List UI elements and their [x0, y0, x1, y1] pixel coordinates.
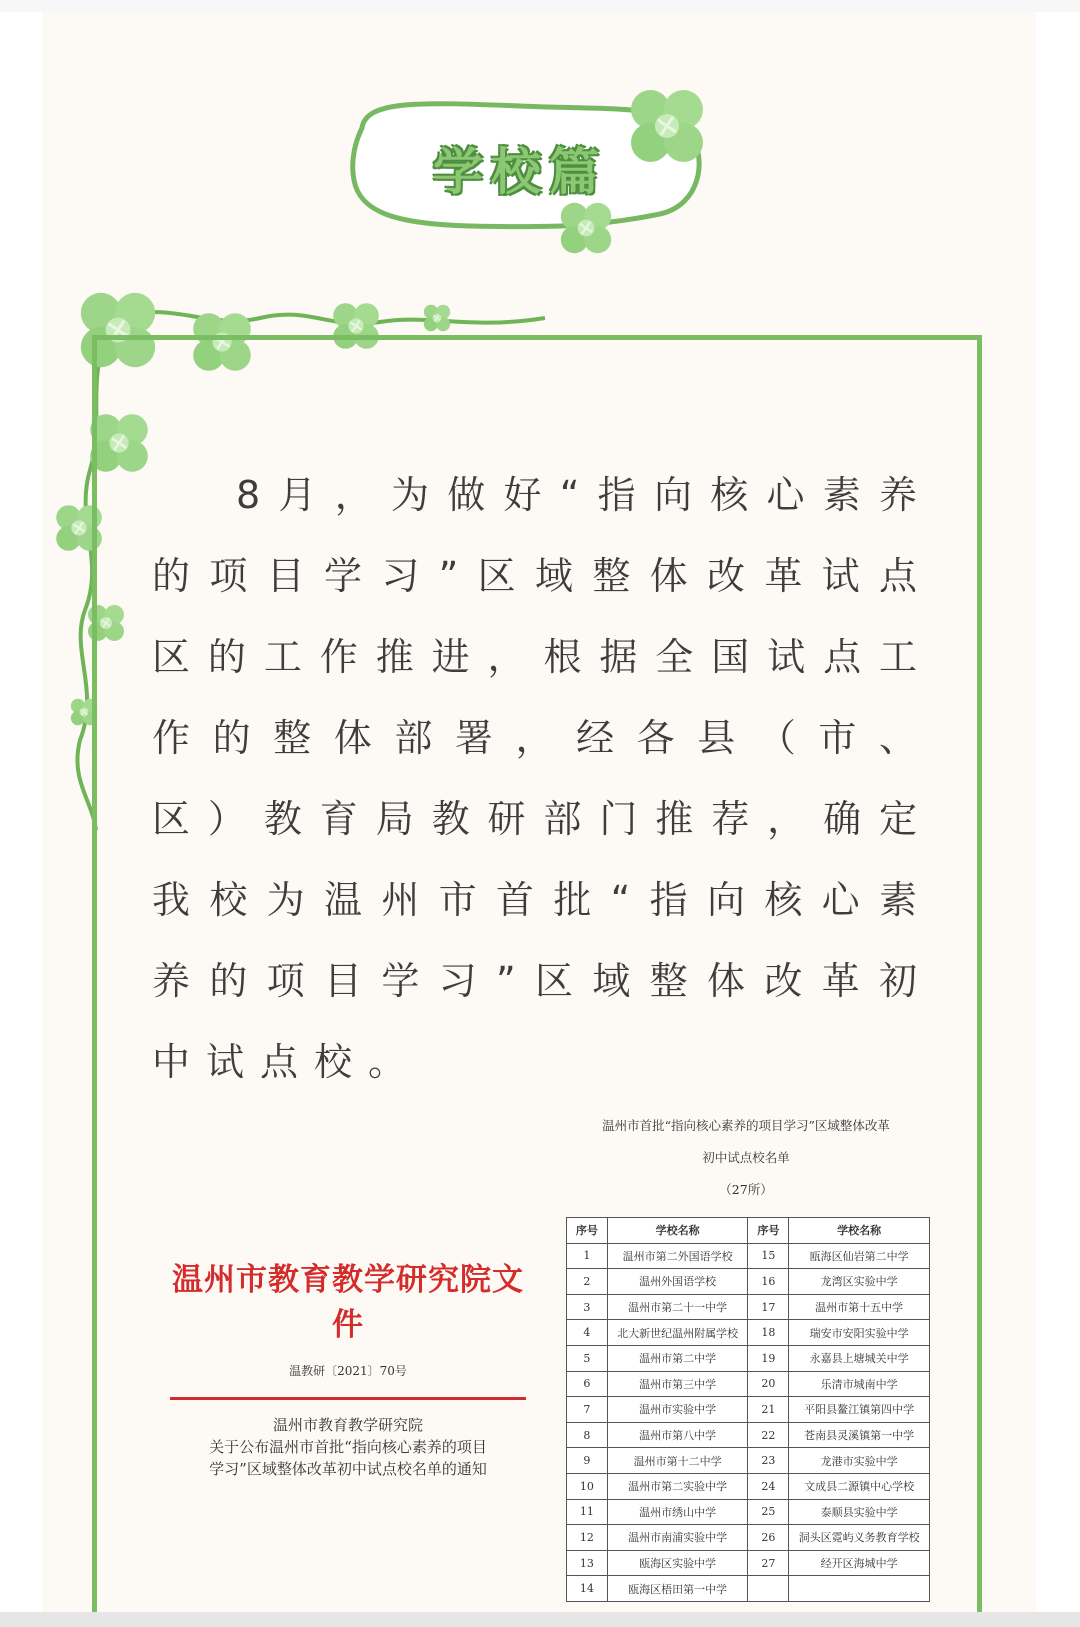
- table-cell-number: 6: [567, 1371, 608, 1397]
- bottom-strip: [0, 1612, 1080, 1627]
- table-row: [567, 1422, 930, 1448]
- table-cell-school: [789, 1576, 930, 1602]
- table-row: [567, 1320, 930, 1346]
- table-cell-school: 温州市第二十一中学: [607, 1294, 748, 1320]
- table-cell-number: 20: [748, 1371, 789, 1397]
- table-cell-school: 平阳县鳌江镇第四中学: [789, 1397, 930, 1423]
- table-header: 序号: [567, 1218, 608, 1244]
- table-row: [567, 1345, 930, 1371]
- table-cell-number: 19: [748, 1345, 789, 1371]
- school-list-heading: [560, 1110, 932, 1206]
- table-cell-school: 苍南县灵溪镇第一中学: [789, 1422, 930, 1448]
- table-cell-number: 7: [567, 1397, 608, 1423]
- table-cell-number: 27: [748, 1550, 789, 1576]
- table-cell-school: 温州市第三中学: [607, 1371, 748, 1397]
- paragraph-line: 作的整体部署，经各县（市、: [152, 716, 917, 760]
- notice-document-image: [168, 1240, 528, 1490]
- table-cell-school: 温州外国语学校: [607, 1269, 748, 1295]
- table-cell-school: 温州市实验中学: [607, 1397, 748, 1423]
- table-cell-number: 14: [567, 1576, 608, 1602]
- intro-paragraph: [152, 455, 917, 1103]
- table-cell-school: 文成县二源镇中心学校: [789, 1473, 930, 1499]
- notice-body-line: 学习”区域整体改革初中试点校名单的通知: [209, 1460, 487, 1478]
- table-cell-school: 温州市第八中学: [607, 1422, 748, 1448]
- table-row: [567, 1448, 930, 1474]
- table-cell-school: 洞头区霓屿义务教育学校: [789, 1525, 930, 1551]
- table-header: 学校名称: [789, 1218, 930, 1244]
- notice-header: 温州市教育教学研究院文件: [172, 1262, 524, 1343]
- table-row: [567, 1550, 930, 1576]
- table-cell-number: 15: [748, 1243, 789, 1269]
- table-cell-number: 25: [748, 1499, 789, 1525]
- notice-body-line: 温州市教育教学研究院: [272, 1416, 423, 1434]
- table-header: 序号: [748, 1218, 789, 1244]
- notice-body-line: 关于公布温州市首批“指向核心素养的项目: [209, 1438, 487, 1456]
- table-cell-number: 11: [567, 1499, 608, 1525]
- table-row: [567, 1499, 930, 1525]
- table-cell-school: 温州市南浦实验中学: [607, 1525, 748, 1551]
- notice-doc-number: 温教研〔2021〕70号: [289, 1364, 407, 1378]
- table-cell-number: 10: [567, 1473, 608, 1499]
- table-cell-number: 8: [567, 1422, 608, 1448]
- table-cell-number: 1: [567, 1243, 608, 1269]
- table-row: [567, 1525, 930, 1551]
- table-cell-number: 12: [567, 1525, 608, 1551]
- paragraph-line: 中试点校。: [152, 1040, 423, 1084]
- table-cell-school: 经开区海城中学: [789, 1550, 930, 1576]
- school-list-table: [566, 1217, 930, 1602]
- table-cell-school: 瓯海区仙岩第二中学: [789, 1243, 930, 1269]
- table-row: [567, 1371, 930, 1397]
- table-row: [567, 1397, 930, 1423]
- paragraph-line: 养的项目学习”区域整体改革初: [152, 959, 917, 1003]
- school-list-count: （27所）: [719, 1182, 773, 1197]
- table-cell-school: 龙港市实验中学: [789, 1448, 930, 1474]
- table-cell-number: 3: [567, 1294, 608, 1320]
- notice-red-rule: [170, 1397, 526, 1400]
- table-cell-school: 乐清市城南中学: [789, 1371, 930, 1397]
- table-cell-number: 17: [748, 1294, 789, 1320]
- table-cell-number: 16: [748, 1269, 789, 1295]
- table-cell-school: 永嘉县上塘城关中学: [789, 1345, 930, 1371]
- paragraph-line: 我校为温州市首批“指向核心素: [152, 878, 917, 922]
- table-header-row: [567, 1218, 930, 1244]
- table-cell-number: 21: [748, 1397, 789, 1423]
- table-cell-school: 温州市第二实验中学: [607, 1473, 748, 1499]
- paragraph-line: 8月，为做好“指向核心素养: [236, 473, 917, 517]
- paragraph-line: 区的工作推进，根据全国试点工: [152, 635, 917, 679]
- table-cell-school: 瓯海区实验中学: [607, 1550, 748, 1576]
- table-cell-number: [748, 1576, 789, 1602]
- table-cell-number: 24: [748, 1473, 789, 1499]
- school-list-title: 温州市首批“指向核心素养的项目学习”区域整体改革: [602, 1118, 890, 1133]
- school-list-subtitle: 初中试点校名单: [702, 1150, 790, 1165]
- table-cell-school: 北大新世纪温州附属学校: [607, 1320, 748, 1346]
- table-header: 学校名称: [607, 1218, 748, 1244]
- notice-body: [168, 1414, 528, 1480]
- table-cell-school: 温州市第二中学: [607, 1345, 748, 1371]
- table-row: [567, 1269, 930, 1295]
- table-cell-number: 4: [567, 1320, 608, 1346]
- table-cell-school: 泰顺县实验中学: [789, 1499, 930, 1525]
- paragraph-line: 区）教育局教研部门推荐，确定: [152, 797, 917, 841]
- table-cell-school: 温州市第十二中学: [607, 1448, 748, 1474]
- table-cell-number: 13: [567, 1550, 608, 1576]
- table-cell-number: 9: [567, 1448, 608, 1474]
- table-cell-number: 5: [567, 1345, 608, 1371]
- table-cell-number: 23: [748, 1448, 789, 1474]
- table-cell-number: 26: [748, 1525, 789, 1551]
- table-row: [567, 1473, 930, 1499]
- table-cell-school: 瑞安市安阳实验中学: [789, 1320, 930, 1346]
- table-cell-school: 温州市第十五中学: [789, 1294, 930, 1320]
- table-cell-number: 2: [567, 1269, 608, 1295]
- table-row: [567, 1576, 930, 1602]
- table-cell-number: 18: [748, 1320, 789, 1346]
- table-cell-number: 22: [748, 1422, 789, 1448]
- table-cell-school: 温州市第二外国语学校: [607, 1243, 748, 1269]
- paragraph-line: 的项目学习”区域整体改革试点: [152, 554, 917, 598]
- table-row: [567, 1243, 930, 1269]
- table-cell-school: 温州市绣山中学: [607, 1499, 748, 1525]
- table-cell-school: 瓯海区梧田第一中学: [607, 1576, 748, 1602]
- table-row: [567, 1294, 930, 1320]
- section-title: 学校篇: [433, 143, 607, 201]
- table-cell-school: 龙湾区实验中学: [789, 1269, 930, 1295]
